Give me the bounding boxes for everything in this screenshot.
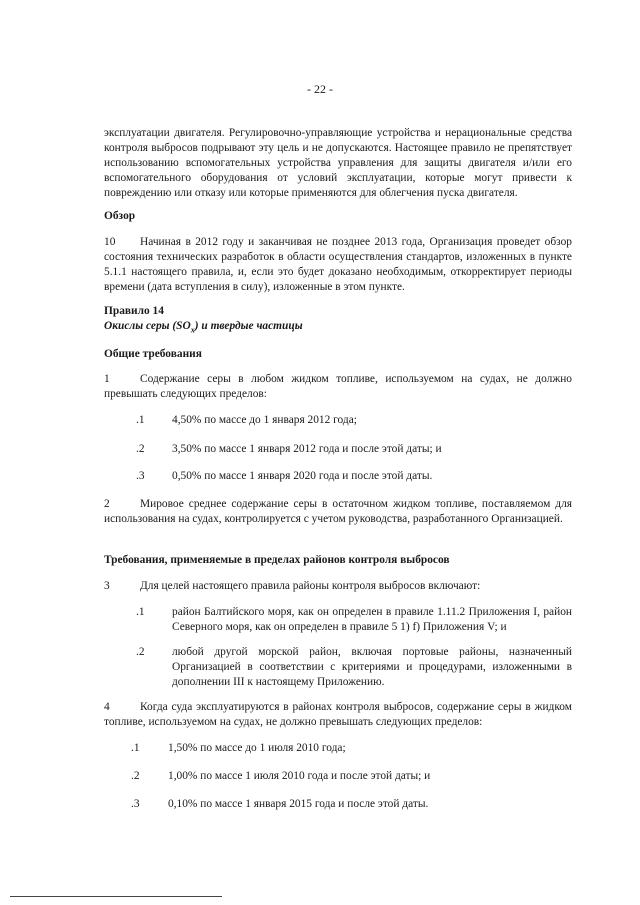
general-requirements-heading: Общие требования: [104, 348, 202, 360]
list-item-number: .1: [136, 414, 145, 426]
rule-subtitle-subscript: x: [190, 325, 195, 335]
paragraph-2: [104, 497, 572, 527]
list-item-text: 1,00% по массе 1 июля 2010 года и после этой даты; и: [168, 770, 431, 782]
rule-subtitle-prefix: Окислы серы (SO: [104, 320, 191, 332]
review-heading: Обзор: [104, 210, 136, 222]
paragraph-3: [104, 579, 572, 594]
paragraph-number: 1: [104, 373, 110, 385]
paragraph-10: [104, 235, 572, 295]
list-item-number: .3: [136, 470, 145, 482]
footer-rule: [10, 896, 222, 897]
page-number: - 22 -: [307, 82, 333, 96]
paragraph-text: Когда суда эксплуатируются в районах контроля выбросов, содержание серы в жидком топливе, используемом на судах, не должно превышать следующих пределов:: [104, 701, 572, 728]
list-item-text: 4,50% по массе до 1 января 2012 года;: [172, 414, 357, 426]
rule-subtitle: [104, 319, 303, 337]
list-item-number: .2: [131, 770, 140, 782]
paragraph-1: [104, 372, 572, 402]
eca-heading: Требования, применяемые в пределах районов контроля выбросов: [104, 554, 450, 566]
rule-heading: Правило 14: [104, 305, 164, 317]
intro-paragraph: эксплуатации двигателя. Регулировочно-управляющие устройства и нерациональные средства контроля выбросов подрывают эту цель и не допускаются. Настоящее правило не препятствует использованию вспомогательных устройства управления для защиты двигателя и/или его вспомогательного оборудования от условий эксплуатации, которые могут привести к повреждению или отказу или которые применяются для облегчения пуска двигателя.: [104, 127, 572, 199]
list-item-text: район Балтийского моря, как он определен в правиле 1.11.2 Приложения I, район Северного моря, как он определен в правиле 5 1) f) Приложения V; и: [172, 606, 572, 633]
list-item-text: 0,10% по массе 1 января 2015 года и после этой даты.: [168, 798, 429, 810]
list-item-number: .1: [131, 742, 140, 754]
list-item-text: 3,50% по массе 1 января 2012 года и после этой даты; и: [172, 443, 442, 455]
paragraph-text: Мировое среднее содержание серы в остаточном жидком топливе, поставляемом для использования на судах, контролируется с учетом руководства, разработанного Организацией.: [104, 498, 572, 525]
list-item-number: .3: [131, 798, 140, 810]
paragraph-number: 3: [104, 580, 110, 592]
list-item-number: .1: [136, 606, 145, 618]
rule-subtitle-suffix: ) и твердые частицы: [194, 320, 303, 332]
paragraph-4: [104, 700, 572, 730]
list-item-number: .2: [136, 646, 145, 658]
paragraph-text: Содержание серы в любом жидком топливе, используемом на судах, не должно превышать следующих пределов:: [104, 373, 572, 400]
paragraph-number: 4: [104, 701, 110, 713]
list-item-text: любой другой морской район, включая портовые районы, назначенный Организацией в соответствии с критериями и процедурами, изложенными в дополнении III к настоящему Приложению.: [172, 646, 572, 688]
list-item-number: .2: [136, 443, 145, 455]
paragraph-number: 2: [104, 498, 110, 510]
list-item-text: 1,50% по массе до 1 июля 2010 года;: [168, 742, 346, 754]
list-item-text: 0,50% по массе 1 января 2020 года и после этой даты.: [172, 470, 433, 482]
paragraph-text: Начиная в 2012 году и заканчивая не позднее 2013 года, Организация проведет обзор состояния технических разработок в области осуществления стандартов, изложенных в пункте 5.1.1 настоящего правила, и, если это будет доказано необходимым, откорректирует периоды времени (дата вступления в силу), изложенные в этом пункте.: [104, 236, 572, 293]
paragraph-text: Для целей настоящего правила районы контроля выбросов включают:: [140, 580, 481, 592]
paragraph-number: 10: [104, 236, 116, 248]
